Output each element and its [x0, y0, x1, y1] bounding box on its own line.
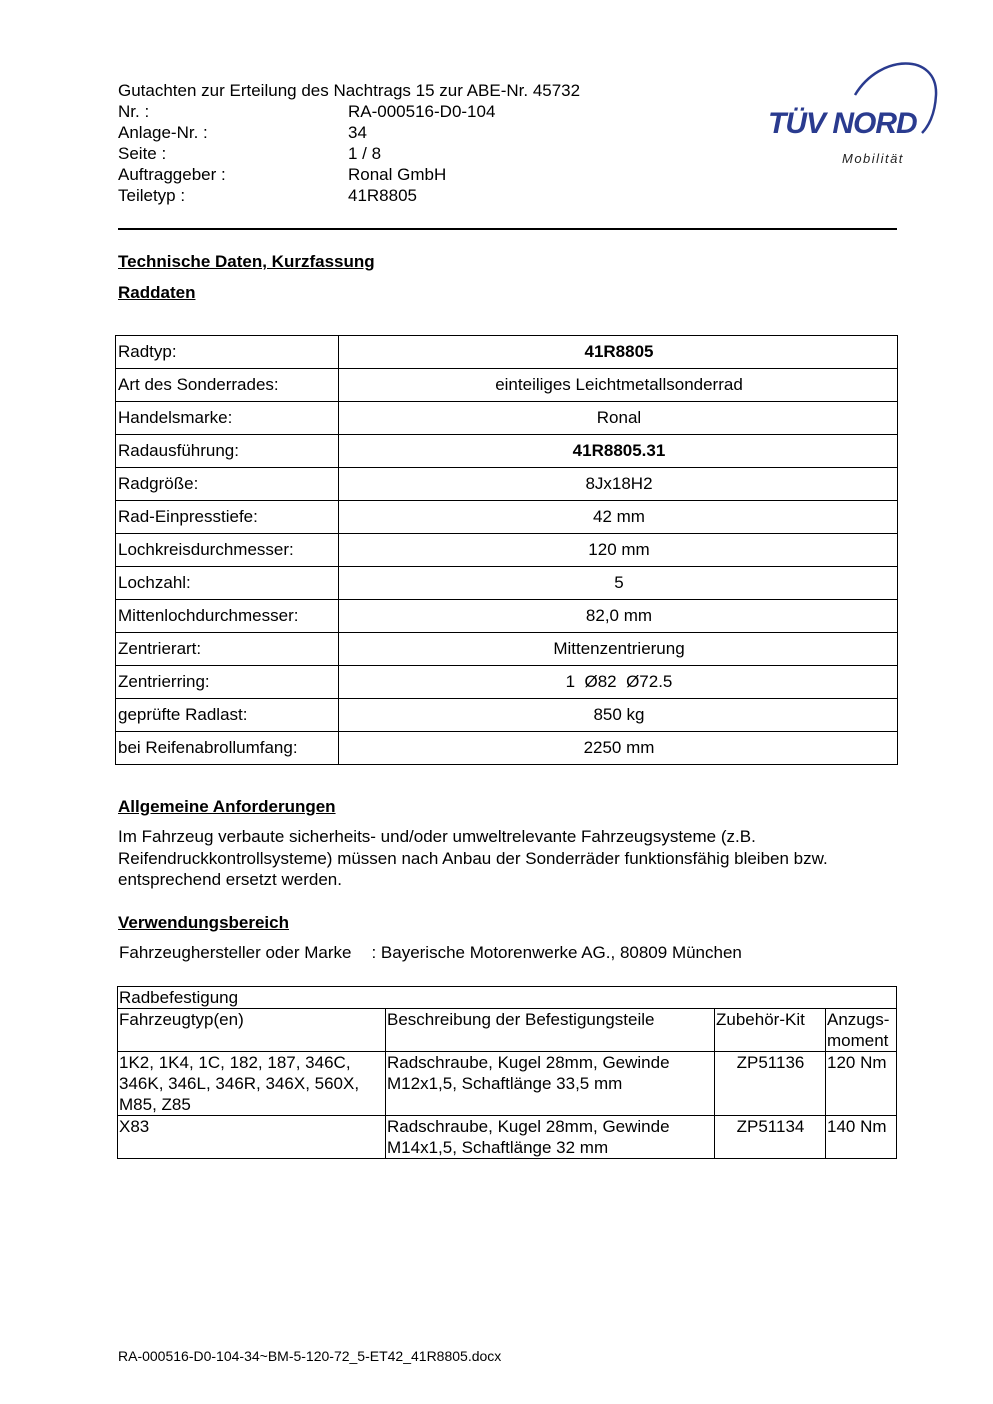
cell-torque: 120 Nm	[826, 1052, 897, 1116]
meta-row-anlage	[118, 122, 367, 143]
cell-value: Mittenzentrierung	[339, 633, 898, 666]
meta-row-seite	[118, 143, 381, 164]
cell-value: 41R8805	[339, 336, 898, 369]
header-torque-line1: Anzugs-	[827, 1010, 890, 1029]
cell-type	[118, 1052, 386, 1116]
meta-value: Ronal GmbH	[348, 165, 447, 184]
table-row	[116, 600, 898, 633]
table-row	[116, 435, 898, 468]
cell-value: 120 mm	[339, 534, 898, 567]
meta-value: 1 / 8	[348, 144, 382, 163]
table-row	[118, 1052, 897, 1116]
table-row	[116, 336, 898, 369]
meta-label: Anlage-Nr. :	[118, 123, 208, 142]
cell-text: M14x1,5, Schaftlänge 32 mm	[387, 1138, 609, 1157]
meta-label: Auftraggeber :	[118, 165, 226, 184]
cell-label: Mittenlochdurchmesser:	[116, 600, 339, 633]
cell-value: 82,0 mm	[339, 600, 898, 633]
cell-label: Radausführung:	[116, 435, 339, 468]
header-divider	[118, 228, 897, 230]
table-caption-row	[118, 987, 897, 1009]
cell-value: 42 mm	[339, 501, 898, 534]
meta-row-teiletyp	[118, 185, 417, 206]
cell-value: 5	[339, 567, 898, 600]
cell-torque: 140 Nm	[826, 1116, 897, 1159]
cell-label: Art des Sonderrades:	[116, 369, 339, 402]
manufacturer-value: : Bayerische Motorenwerke AG., 80809 München	[371, 943, 742, 962]
meta-value: 34	[348, 123, 367, 142]
table-row	[116, 402, 898, 435]
cell-text: M12x1,5, Schaftlänge 33,5 mm	[387, 1074, 623, 1093]
cell-value: 2250 mm	[339, 732, 898, 765]
cell-kit: ZP51136	[715, 1052, 826, 1116]
table-row	[116, 699, 898, 732]
document-title: Gutachten zur Erteilung des Nachtrags 15 zur ABE-Nr. 45732	[118, 81, 581, 100]
meta-row-nr	[118, 101, 495, 122]
cell-value: Ronal	[339, 402, 898, 435]
cell-text: M85, Z85	[119, 1095, 191, 1114]
header-torque	[826, 1009, 897, 1052]
wheel-data-table	[115, 335, 898, 765]
meta-value: RA-000516-D0-104	[348, 102, 496, 121]
mounting-caption: Radbefestigung	[118, 987, 897, 1009]
cell-desc	[386, 1052, 715, 1116]
general-paragraph: Im Fahrzeug verbaute sicherheits- und/oder umweltrelevante Fahrzeugsysteme (z.B. Reifendruckkontrollsysteme) müssen nach Anbau der Sonderräder funktionsfähig bleiben bzw. entsprechend ersetzt werden.	[118, 827, 828, 889]
cell-type: X83	[118, 1116, 386, 1159]
meta-label: Seite :	[118, 144, 167, 163]
heading-usage: Verwendungsbereich	[118, 913, 289, 932]
cell-text: Radschraube, Kugel 28mm, Gewinde	[387, 1053, 670, 1072]
meta-row-auftraggeber	[118, 164, 446, 185]
table-row	[116, 567, 898, 600]
cell-text: Radschraube, Kugel 28mm, Gewinde	[387, 1117, 670, 1136]
cell-value: 8Jx18H2	[339, 468, 898, 501]
logo-text: TÜV NORD	[768, 107, 917, 140]
cell-label: Zentrierring:	[116, 666, 339, 699]
cell-label: geprüfte Radlast:	[116, 699, 339, 732]
cell-label: bei Reifenabrollumfang:	[116, 732, 339, 765]
table-header-row	[118, 1009, 897, 1052]
table-row	[116, 666, 898, 699]
cell-label: Radgröße:	[116, 468, 339, 501]
cell-value: einteiliges Leichtmetallsonderrad	[339, 369, 898, 402]
heading-general: Allgemeine Anforderungen	[118, 797, 336, 816]
cell-value: 850 kg	[339, 699, 898, 732]
meta-label: Nr. :	[118, 102, 150, 121]
cell-desc	[386, 1116, 715, 1159]
logo-subtitle: Mobilität	[842, 151, 904, 166]
cell-text: 346K, 346L, 346R, 346X, 560X,	[119, 1074, 360, 1093]
cell-value: 41R8805.31	[339, 435, 898, 468]
manufacturer-label: Fahrzeughersteller oder Marke	[119, 943, 352, 962]
cell-label: Lochzahl:	[116, 567, 339, 600]
manufacturer-line	[119, 943, 742, 963]
tuv-nord-logo	[760, 55, 950, 175]
footer-filename: RA-000516-D0-104-34~BM-5-120-72_5-ET42_41R8805.docx	[118, 1348, 502, 1364]
header-desc: Beschreibung der Befestigungsteile	[386, 1009, 715, 1052]
table-row	[116, 534, 898, 567]
cell-label: Rad-Einpresstiefe:	[116, 501, 339, 534]
header-type: Fahrzeugtyp(en)	[118, 1009, 386, 1052]
cell-label: Radtyp:	[116, 336, 339, 369]
table-row	[118, 1116, 897, 1159]
cell-kit: ZP51134	[715, 1116, 826, 1159]
table-row	[116, 501, 898, 534]
table-row	[116, 468, 898, 501]
cell-label: Zentrierart:	[116, 633, 339, 666]
meta-value: 41R8805	[348, 186, 418, 205]
mounting-table	[117, 986, 897, 1159]
header-kit: Zubehör-Kit	[715, 1009, 826, 1052]
table-row	[116, 369, 898, 402]
cell-label: Handelsmarke:	[116, 402, 339, 435]
cell-text: 1K2, 1K4, 1C, 182, 187, 346C,	[119, 1053, 351, 1072]
cell-value: 1 Ø82 Ø72.5	[339, 666, 898, 699]
header-torque-line2: moment	[827, 1031, 889, 1050]
meta-label: Teiletyp :	[118, 186, 186, 205]
heading-wheel: Raddaten	[118, 283, 196, 302]
cell-label: Lochkreisdurchmesser:	[116, 534, 339, 567]
heading-tech: Technische Daten, Kurzfassung	[118, 252, 375, 271]
table-row	[116, 633, 898, 666]
table-row	[116, 732, 898, 765]
